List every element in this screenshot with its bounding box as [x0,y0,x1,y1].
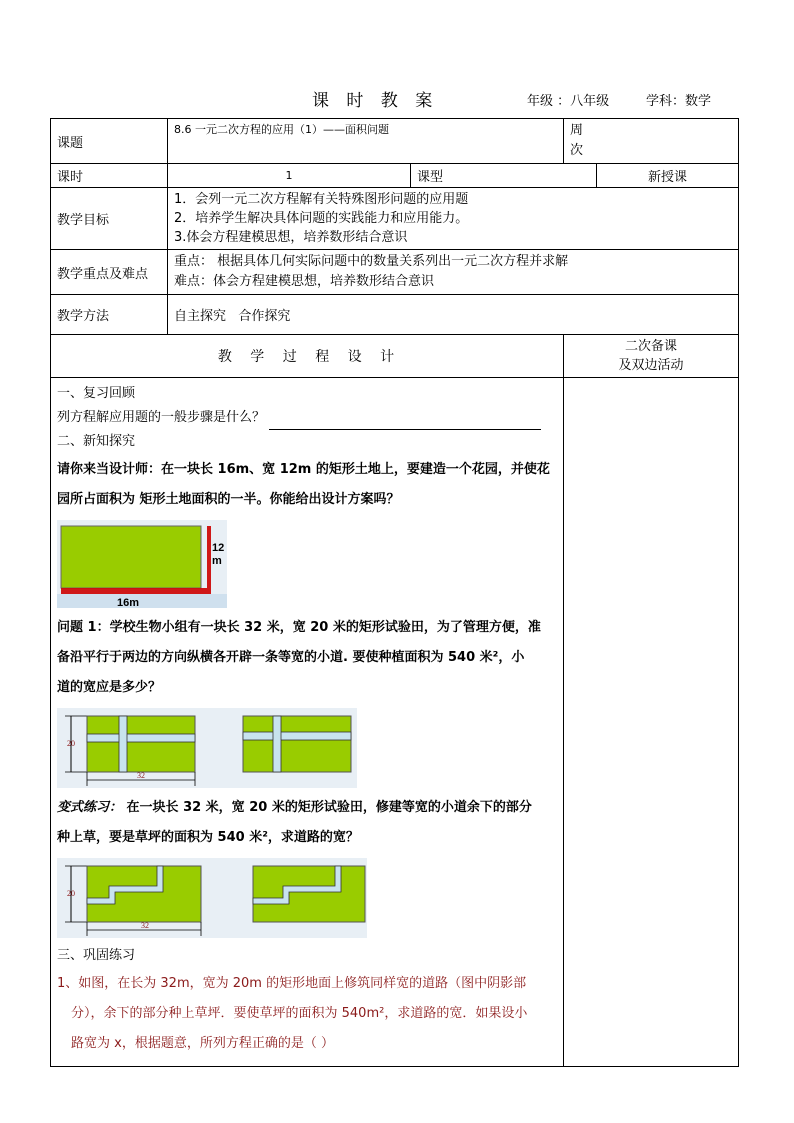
designer-text-2: 园所占面积为 矩形土地面积的一半。你能给出设计方案吗？ [57,492,400,507]
variant-label: 变式练习： [57,800,123,815]
row-process-header [51,335,739,378]
exercise-1-text-3: 路宽为 x，根据题意，所列方程正确的是（ ） [71,1036,334,1051]
variant-text-1: 变式练习： 在一块长 32 米，宽 20 米的矩形试验田，修建等宽的小道余下的部分 [57,800,532,815]
goals-list [168,188,739,250]
goals-label: 教学目标 [51,188,168,250]
row-goals [51,188,739,250]
topic-value: 8.6 一元二次方程的应用（1）——面积问题 [168,119,564,164]
fig1-height-label: 12 [212,542,225,554]
process-content [51,378,564,1067]
row-method [51,295,739,335]
keypoints-list [168,250,739,295]
fig3-width-label: 32 [141,921,149,930]
row-process-content [51,378,739,1067]
section-new: 二、新知探究 [57,434,136,449]
q1-text-1: 问题 1：学校生物小组有一块长 32 米，宽 20 米的矩形试验田，为了管理方便，准 [57,620,541,635]
section-practice: 三、巩固练习 [57,948,136,963]
side-header: 二次备课 及双边活动 [564,335,739,378]
type-label: 课型 [411,164,597,188]
topic-label: 课题 [51,119,168,164]
period-value: 1 [168,164,411,188]
zigzag-road-figure [57,858,367,938]
variant-text-2: 种上草，要是草坪的面积为 540 米²，求道路的宽？ [57,830,359,845]
q1-text-3: 道的宽应是多少？ [57,680,162,695]
designer-text-1: 请你来当设计师：在一块长 16m、宽 12m 的矩形土地上，要建造一个花园，并使花 [57,462,550,477]
keypoint-item: 难点：体会方程建模思想，培养数形结合意识 [174,274,435,289]
row-period [51,164,739,188]
fig3-height-label: 20 [67,889,75,898]
process-header: 教 学 过 程 设 计 [51,335,564,378]
page-header [0,86,794,110]
fig2-height-label: 20 [67,739,75,748]
row-topic [51,119,739,164]
fig1-width-label: 16m [117,597,140,608]
keypoints-label: 教学重点及难点 [51,250,168,295]
period-label: 课时 [51,164,168,188]
page-title: 课 时 教 案 [312,91,435,111]
method-label: 教学方法 [51,295,168,335]
lesson-plan-table [50,118,739,1067]
grade-label: 年级 ：八年级 [527,94,610,109]
section-review: 一、复习回顾 [57,386,136,401]
subject-label: 学科：数学 [646,94,712,109]
fig1-height-unit: m [212,555,222,567]
type-value: 新授课 [597,164,739,188]
q1-text-2: 备沿平行于两边的方向纵横各开辟一条等宽的小道. 要使种植面积为 540 米²，小 [57,650,525,665]
exercise-1-text-2: 分），余下的部分种上草坪．要使草坪的面积为 540m²，求道路的宽．如果设小 [71,1006,528,1021]
side-notes-cell[interactable] [564,378,739,1067]
goal-item: 1．会列一元二次方程解有关特殊图形问题的应用题 [174,192,469,207]
goal-item: 2．培养学生解决具体问题的实践能力和应用能力。 [174,211,469,226]
cross-road-figure [57,708,357,788]
answer-blank[interactable] [269,415,541,430]
row-keypoints [51,250,739,295]
exercise-1-text-1: 1、如图，在长为 32m，宽为 20m 的矩形地面上修筑同样宽的道路（图中阴影部 [57,976,527,991]
week-label: 周次 [564,119,739,164]
review-question: 列方程解应用题的一般步骤是什么？ [57,406,557,430]
keypoint-item: 重点： 根据具体几何实际问题中的数量关系列出一元二次方程并求解 [174,254,569,269]
method-value: 自主探究 合作探究 [168,295,739,335]
goal-item: 3.体会方程建模思想，培养数形结合意识 [174,230,408,245]
fig2-width-label: 32 [137,771,145,780]
garden-figure [57,520,227,608]
